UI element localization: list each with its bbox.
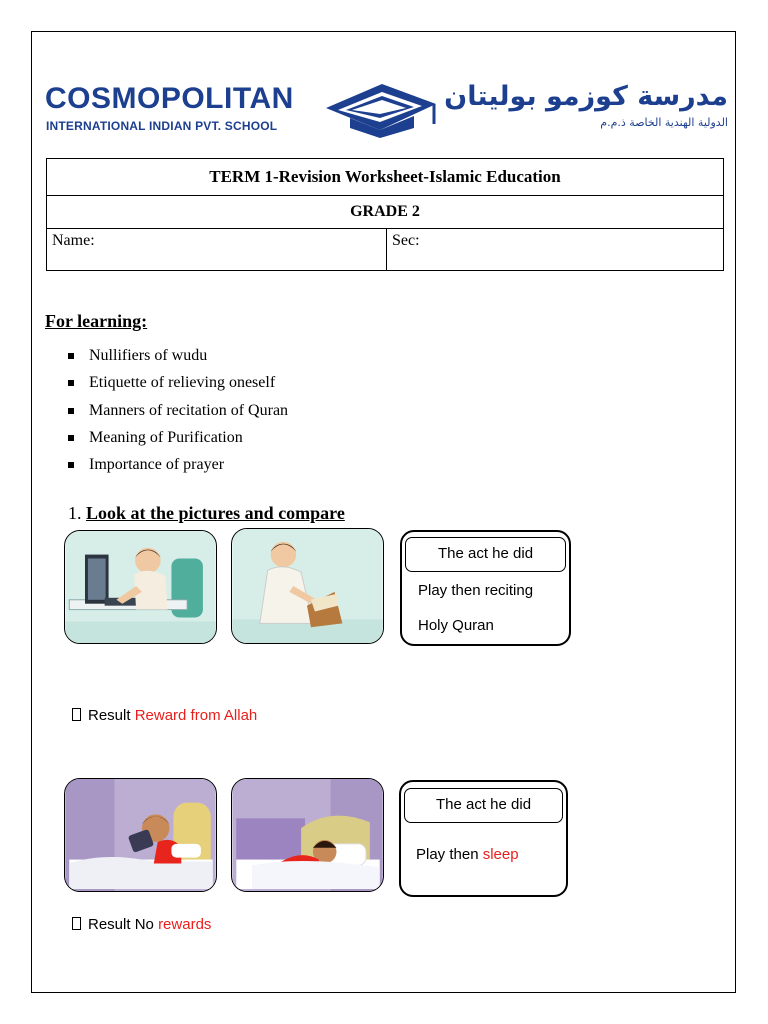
school-subname-english: INTERNATIONAL INDIAN PVT. SCHOOL: [46, 119, 278, 133]
question-number: 1.: [68, 503, 82, 523]
result-label: Result: [88, 707, 131, 724]
learning-list: [68, 345, 288, 481]
boy-at-computer-image: [64, 530, 217, 644]
act-highlight: sleep: [482, 846, 519, 863]
result-label: Result: [88, 916, 131, 933]
boy-sleeping-image: [231, 778, 384, 892]
act-heading-2: The act he did: [404, 788, 563, 823]
act-prefix: Play then: [416, 846, 479, 863]
checkbox-placeholder-icon[interactable]: [72, 917, 81, 930]
boy-reading-quran-image: [231, 528, 384, 644]
list-item: Nullifiers of wudu: [68, 345, 288, 372]
graduation-cap-logo-icon: [322, 80, 440, 140]
act-text-line-1: Play then reciting: [418, 582, 534, 599]
question-1: [68, 503, 345, 524]
learning-heading: For learning:: [45, 311, 148, 331]
list-item: Manners of recitation of Quran: [68, 400, 288, 427]
question-text: Look at the pictures and compare: [86, 503, 345, 523]
result-2: [72, 916, 211, 933]
grade-label: GRADE 2: [47, 196, 724, 229]
result-highlight: rewards: [158, 916, 212, 933]
list-item: Meaning of Purification: [68, 427, 288, 454]
result-value: Reward from Allah: [134, 707, 258, 724]
result-1: [72, 707, 257, 724]
list-item: Importance of prayer: [68, 454, 288, 481]
name-field[interactable]: Name:: [47, 229, 387, 271]
school-name-english: COSMOPOLITAN: [45, 82, 294, 115]
act-heading-1: The act he did: [405, 537, 566, 572]
act-text-line-2: Holy Quran: [418, 617, 494, 634]
checkbox-placeholder-icon[interactable]: [72, 708, 81, 721]
school-name-arabic: مدرسة كوزمو بوليتان: [444, 81, 728, 112]
worksheet-title: TERM 1-Revision Worksheet-Islamic Education: [47, 159, 724, 196]
list-item: Etiquette of relieving oneself: [68, 372, 288, 399]
section-field[interactable]: Sec:: [387, 229, 724, 271]
boy-playing-in-bed-image: [64, 778, 217, 892]
school-subname-arabic: الدولية الهندية الخاصة ذ.م.م: [600, 116, 728, 129]
act-text-line-3: [416, 846, 519, 863]
worksheet-header-table: [46, 158, 724, 271]
result-prefix: No: [134, 916, 154, 933]
